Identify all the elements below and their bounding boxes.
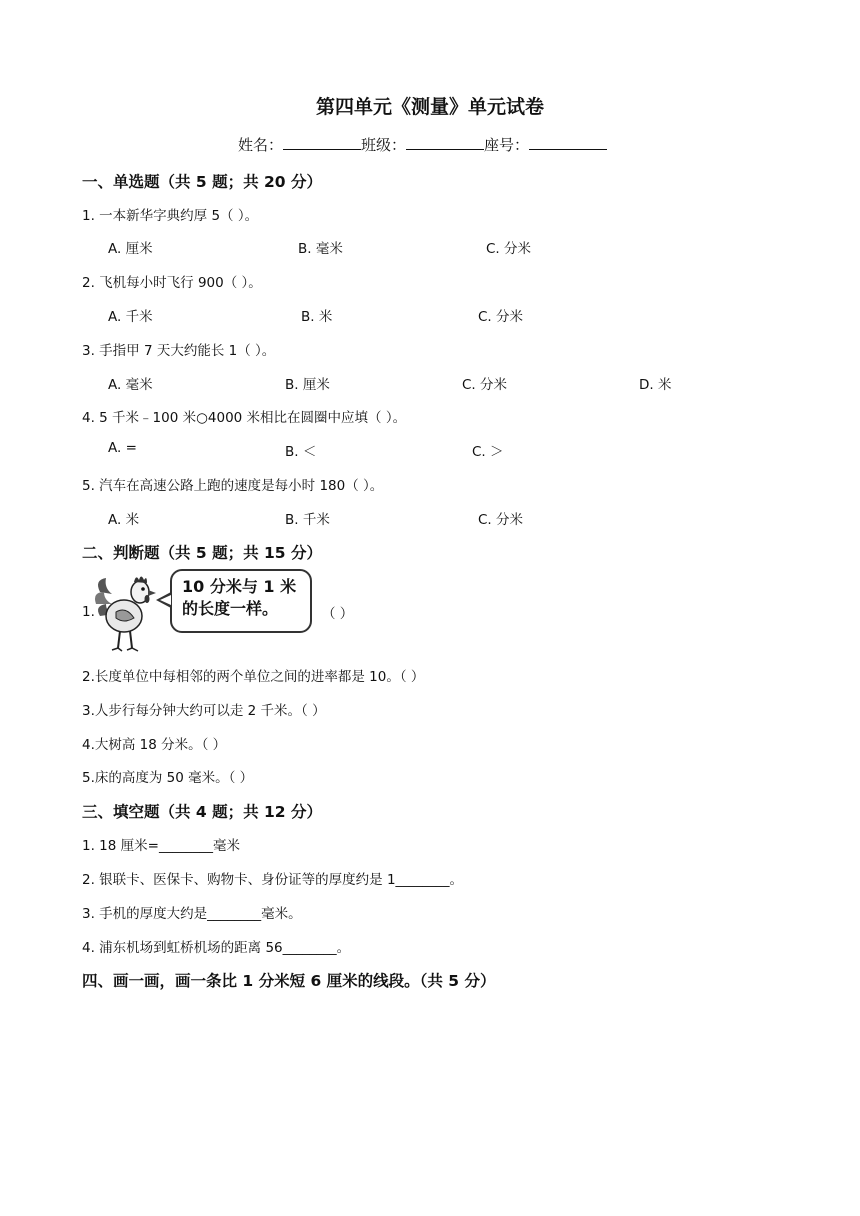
name-blank[interactable]: [283, 135, 361, 150]
judge-question-5: 5.床的高度为 50 毫米。（ ）: [82, 770, 254, 786]
fill-question-3: 3. 手机的厚度大约是________毫米。: [82, 906, 302, 922]
class-label: 班级：: [361, 136, 407, 154]
option-5a[interactable]: A. 米: [108, 512, 140, 528]
fill-question-2: 2. 银联卡、医保卡、购物卡、身份证等的厚度约是 1________。: [82, 872, 464, 888]
option-3c[interactable]: C. 分米: [462, 377, 508, 393]
section-1-heading: 一、单选题（共 5 题；共 20 分）: [82, 173, 322, 191]
option-5b[interactable]: B. 千米: [285, 512, 330, 528]
page-title: 第四单元《测量》单元试卷: [315, 96, 544, 118]
student-info-row: [238, 134, 607, 155]
option-1c[interactable]: C. 分米: [486, 241, 532, 257]
fill-question-1: 1. 18 厘米=________毫米: [82, 838, 240, 854]
option-4a[interactable]: A. =: [108, 440, 137, 456]
single-choice-question-5: 5. 汽车在高速公路上跑的速度是每小时 180（ ）。: [82, 478, 384, 494]
fill-question-4: 4. 浦东机场到虹桥机场的距离 56________。: [82, 940, 351, 956]
judge-question-3: 3.人步行每分钟大约可以走 2 千米。（ ）: [82, 703, 326, 719]
judge-question-4: 4.大树高 18 分米。（ ）: [82, 737, 227, 753]
section-4-heading: 四、画一画，画一条比 1 分米短 6 厘米的线段。（共 5 分）: [82, 972, 496, 990]
name-label: 姓名：: [238, 136, 284, 154]
option-4b[interactable]: B. ＜: [285, 444, 317, 460]
option-1b[interactable]: B. 毫米: [298, 241, 343, 257]
single-choice-question-1: 1. 一本新华字典约厚 5（ ）。: [82, 208, 259, 224]
seat-label: 座号：: [484, 136, 530, 154]
option-1a[interactable]: A. 厘米: [108, 241, 153, 257]
speech-bubble-line-2: 的长度一样。: [182, 599, 279, 618]
section-3-heading: 三、填空题（共 4 题；共 12 分）: [82, 803, 322, 821]
single-choice-question-4: 4. 5 千米﹣100 米○4000 米相比在圆圈中应填（ ）。: [82, 410, 407, 426]
option-2b[interactable]: B. 米: [301, 309, 333, 325]
speech-bubble-tail-fill: [160, 595, 171, 605]
option-5c[interactable]: C. 分米: [478, 512, 524, 528]
option-3b[interactable]: B. 厘米: [285, 377, 330, 393]
seat-blank[interactable]: [529, 135, 607, 150]
option-3a[interactable]: A. 毫米: [108, 377, 153, 393]
judge-question-1-answer-paren[interactable]: （ ）: [322, 606, 354, 622]
single-choice-question-2: 2. 飞机每小时飞行 900（ ）。: [82, 275, 262, 291]
option-3d[interactable]: D. 米: [639, 377, 672, 393]
single-choice-question-3: 3. 手指甲 7 天大约能长 1（ ）。: [82, 343, 276, 359]
rooster-illustration: [92, 570, 162, 654]
speech-bubble-text: [182, 576, 296, 620]
judge-question-1-number: 1.: [82, 604, 95, 620]
option-2c[interactable]: C. 分米: [478, 309, 524, 325]
section-2-heading: 二、判断题（共 5 题；共 15 分）: [82, 544, 322, 562]
option-2a[interactable]: A. 千米: [108, 309, 153, 325]
judge-question-2: 2.长度单位中每相邻的两个单位之间的进率都是 10。（ ）: [82, 669, 425, 685]
option-4c[interactable]: C. ＞: [472, 444, 504, 460]
class-blank[interactable]: [406, 135, 484, 150]
speech-bubble-line-1: 10 分米与 1 米: [182, 577, 297, 596]
